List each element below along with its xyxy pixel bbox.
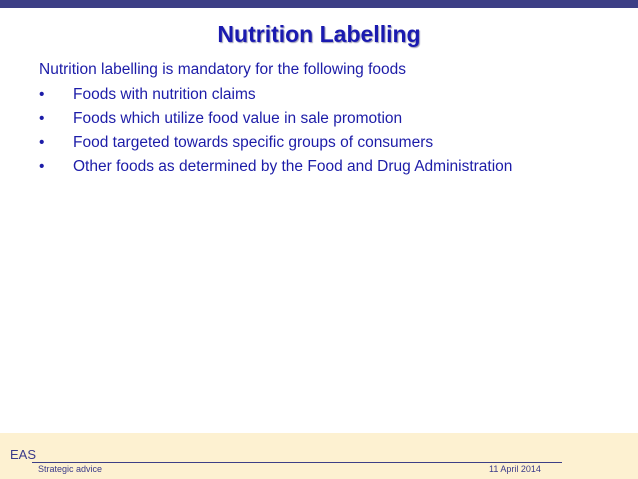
bullet-text: Other foods as determined by the Food and Drug Administration bbox=[73, 158, 513, 175]
header-rule bbox=[0, 0, 638, 8]
bullet-text: Foods which utilize food value in sale promotion bbox=[73, 110, 403, 127]
bullet-icon: • bbox=[39, 86, 45, 103]
intro-text: Nutrition labelling is mandatory for the following foods bbox=[39, 61, 407, 78]
bullet-icon: • bbox=[39, 134, 45, 151]
bullet-text: Foods with nutrition claims bbox=[73, 86, 256, 103]
footer-divider bbox=[32, 462, 562, 463]
bullet-text: Food targeted towards specific groups of consumers bbox=[73, 134, 434, 151]
bullet-icon: • bbox=[39, 158, 45, 175]
bullet-icon: • bbox=[39, 110, 45, 127]
bullet-item bbox=[39, 86, 512, 110]
footer-brand: EAS bbox=[10, 447, 37, 462]
bullet-item bbox=[39, 158, 512, 182]
bullet-item bbox=[39, 110, 512, 134]
footer-date: 11 April 2014 bbox=[489, 464, 541, 474]
bullet-item bbox=[39, 134, 512, 158]
footer-caption: Strategic advice bbox=[38, 464, 103, 474]
bullet-list bbox=[39, 86, 512, 182]
slide-title: Nutrition Labelling bbox=[217, 21, 421, 47]
